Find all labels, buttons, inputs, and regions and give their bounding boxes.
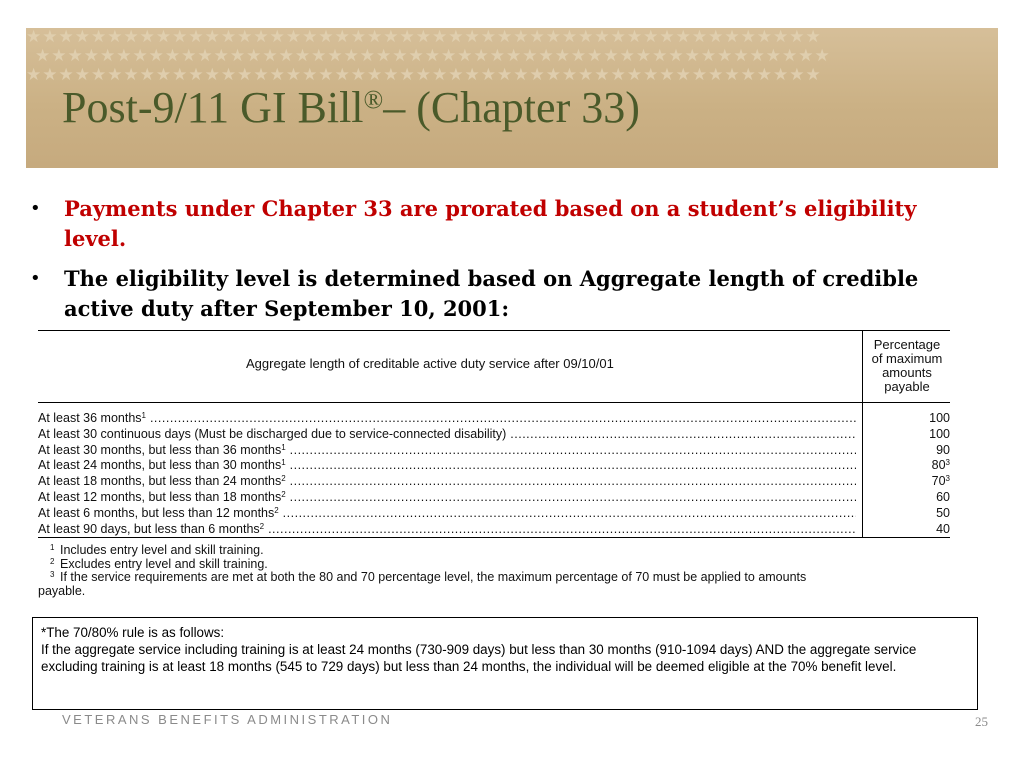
row-value: 70 bbox=[931, 474, 946, 489]
row-label: At least 90 days, but less than 6 months bbox=[38, 521, 260, 536]
title-main: Post-9/11 GI Bill bbox=[62, 83, 364, 132]
row-value: 90 bbox=[936, 442, 950, 457]
footnote-marker: 2 bbox=[259, 521, 265, 531]
title-rest: – (Chapter 33) bbox=[383, 83, 640, 132]
slide-title bbox=[62, 82, 640, 133]
page-number: 25 bbox=[975, 714, 988, 729]
percentage-cell bbox=[870, 519, 950, 538]
table-row bbox=[38, 424, 950, 440]
registered-mark: ® bbox=[363, 85, 384, 114]
percentage-header-line: Percentage bbox=[873, 337, 941, 352]
footer-agency-name: VETERANS BENEFITS ADMINISTRATION bbox=[62, 712, 393, 727]
row-label: At least 24 months, but less than 30 months bbox=[38, 458, 282, 473]
footnote-marker: 2 bbox=[274, 505, 279, 515]
footnote-continuation: payable. bbox=[38, 583, 86, 598]
row-label: At least 36 months bbox=[38, 411, 142, 425]
footnote bbox=[38, 544, 950, 558]
row-label: At least 30 months, but less than 36 months bbox=[38, 442, 282, 457]
table-row bbox=[38, 455, 950, 471]
footnote-marker: 2 bbox=[281, 489, 286, 499]
title-banner bbox=[26, 28, 998, 168]
table-row bbox=[38, 471, 950, 487]
bullet-text: The eligibility level is determined based on Aggregate length of credible active duty after September 10, 2001: bbox=[64, 266, 919, 321]
percentage-header bbox=[866, 338, 948, 394]
row-label: At least 18 months, but less than 24 months bbox=[38, 474, 282, 489]
row-value: 100 bbox=[929, 411, 950, 425]
footnote-mark: 1 bbox=[50, 543, 55, 552]
percentage-header-line: of maximum bbox=[871, 351, 943, 366]
row-label: At least 30 continuous days (Must be discharged due to service-connected disability) bbox=[38, 426, 507, 441]
row-value: 60 bbox=[936, 489, 950, 504]
table-top-rule bbox=[38, 330, 950, 331]
footnote bbox=[38, 571, 950, 585]
row-value: 40 bbox=[936, 521, 950, 536]
footnote-text: Excludes entry level and skill training. bbox=[60, 556, 268, 571]
table-row bbox=[38, 487, 950, 503]
footnote-mark: 2 bbox=[50, 556, 55, 566]
bullet-item bbox=[30, 194, 970, 254]
footnote-text: If the service requirements are met at both the 80 and 70 percentage level, the maximum percentage of 70 must be applied to amounts bbox=[60, 570, 807, 584]
table-row bbox=[38, 519, 950, 535]
table-row bbox=[38, 408, 950, 424]
bullet-list bbox=[30, 194, 970, 334]
footnote-marker: 1 bbox=[141, 411, 146, 420]
footnote-marker: 1 bbox=[281, 458, 286, 468]
percentage-header-line: amounts bbox=[882, 365, 932, 380]
service-length-cell bbox=[38, 519, 856, 538]
bullet-dot-icon: • bbox=[30, 198, 41, 219]
footnote-marker: 1 bbox=[281, 442, 286, 452]
table-header-rule bbox=[38, 402, 950, 403]
table-row bbox=[38, 440, 950, 456]
footnote-text: Includes entry level and skill training. bbox=[60, 543, 264, 557]
footnote-marker: 3 bbox=[945, 474, 950, 484]
rule-heading: *The 70/80% rule is as follows: bbox=[41, 625, 225, 640]
percentage-header-line: payable bbox=[884, 379, 930, 394]
bullet-dot-icon: • bbox=[30, 268, 41, 289]
rule-body: If the aggregate service including training is at least 24 months (730-909 days) but less than 30 months (910-1094 days) AND the aggregate service excluding training is at least 18 months (545 to 729 days) but less than 24 months, the individual will be deemed eligible at the 70% benefit level. bbox=[41, 642, 917, 674]
row-value: 50 bbox=[936, 505, 950, 520]
table-body bbox=[38, 408, 950, 534]
row-label: At least 12 months, but less than 18 months bbox=[38, 489, 282, 504]
row-label: At least 6 months, but less than 12 months bbox=[38, 505, 275, 520]
bullet-text: Payments under Chapter 33 are prorated based on a student’s eligibility level. bbox=[64, 196, 917, 251]
table-row bbox=[38, 503, 950, 519]
star-pattern-decoration: ★★★★★★★★★★★★★★★★★★★★★★★★★★★★★★★★★★★★★★★★★★★★★★★★★ ★★★★★★★★★★★★★★★★★★★★★★★★★★★★★★★★★★★★★★★★★★★★★★★★★ ★★★★★★★★★★★★★★★★★★★★★★★★★★★★★★★★★★★★★★★★★★★★★★★★★ bbox=[26, 28, 831, 85]
service-length-header: Aggregate length of creditable active duty service after 09/10/01 bbox=[246, 356, 614, 371]
table-footnotes bbox=[38, 544, 950, 598]
footnote bbox=[38, 558, 950, 572]
eligibility-table bbox=[38, 330, 950, 538]
footnote-mark: 3 bbox=[50, 570, 55, 579]
rule-explanation-box bbox=[32, 617, 978, 710]
footnote-marker: 2 bbox=[281, 474, 286, 484]
footnote-marker: 3 bbox=[945, 458, 950, 468]
bullet-item bbox=[30, 264, 970, 324]
row-value: 100 bbox=[929, 426, 950, 441]
row-value: 80 bbox=[931, 458, 946, 473]
